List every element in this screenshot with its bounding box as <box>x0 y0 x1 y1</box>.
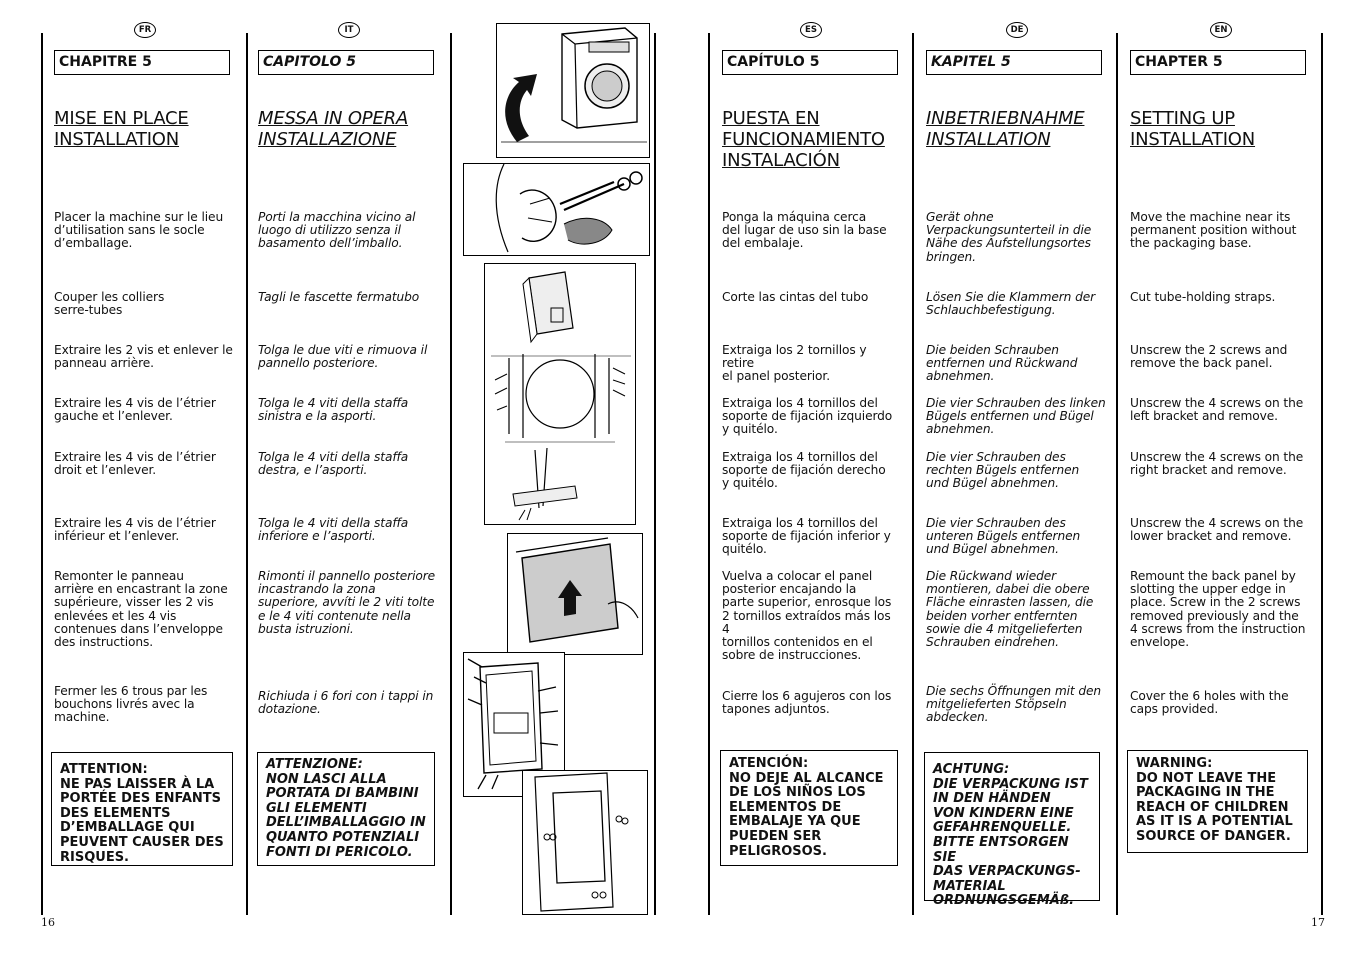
figure-cover-holes <box>522 770 648 915</box>
step-3: Extraiga los 2 tornillos y retire el panel posterior. <box>722 343 867 384</box>
step-7: Remonter le panneau arrière en encastrant la zone supérieure, visser les 2 vis enlevées et les 4 vis contenues dans l’enveloppe des instructions. <box>54 569 228 650</box>
step-8: Cierre los 6 agujeros con los tapones adjuntos. <box>722 689 892 717</box>
step-8: Die sechs Öffnungen mit den mitgelieferten Stöpseln abdecken. <box>926 684 1101 725</box>
step-2: Couper les colliers serre-tubes <box>54 290 165 318</box>
step-4: Tolga le 4 viti della staffa sinistra e la asporti. <box>258 396 409 424</box>
step-7: Vuelva a colocar el panel posterior encajando la parte superior, enrosque los 2 tornillos extraídos más los 4 tornillos contenidos en el sobre de instrucciones. <box>722 569 892 663</box>
step-8: Cover the 6 holes with the caps provided. <box>1130 689 1289 717</box>
column-de <box>926 0 1108 954</box>
column-fr <box>54 0 234 954</box>
section-title: MESSA IN OPERA INSTALLAZIONE <box>258 108 409 150</box>
column-divider <box>708 33 710 915</box>
step-1: Gerät ohne Verpackungsunterteil in die Nähe des Aufstellungsortes bringen. <box>926 210 1092 264</box>
warning-box: ACHTUNG: DIE VERPACKUNG IST IN DEN HÄNDEN VON KINDERN EINE GEFAHRENQUELLE. BITTE ENTSORGEN SIE DAS VERPACKUNGS- MATERIAL ORDNUNGSGEMÄß. <box>924 752 1100 901</box>
language-badge-es: ES <box>800 22 822 38</box>
column-divider <box>654 33 656 915</box>
step-7: Die Rückwand wieder montieren, dabei die obere Fläche einrasten lassen, die beiden vorher entfernten sowie die 4 mitgelieferten Schrauben eindrehen. <box>926 569 1094 650</box>
chapter-heading: CAPÍTULO 5 <box>722 50 898 75</box>
step-2: Lösen Sie die Klammern der Schlauchbefestigung. <box>926 290 1096 318</box>
language-badge-it: IT <box>338 22 360 38</box>
step-5: Die vier Schrauben des rechten Bügels entfernen und Bügel abnehmen. <box>926 450 1080 491</box>
step-1: Placer la machine sur le lieu d’utilisation sans le socle d’emballage. <box>54 210 224 251</box>
step-3: Tolga le due viti e rimuova il pannello posteriore. <box>258 343 428 371</box>
column-divider <box>450 33 452 915</box>
step-6: Extraiga los 4 tornillos del soporte de fijación inferior y quitélo. <box>722 516 891 557</box>
column-en <box>1130 0 1312 954</box>
step-3: Extraire les 2 vis et enlever le panneau arrière. <box>54 343 233 371</box>
step-6: Extraire les 4 vis de l’étrier inférieur et l’enlever. <box>54 516 216 544</box>
chapter-heading: KAPITEL 5 <box>926 50 1102 75</box>
step-1: Move the machine near its permanent position without the packaging base. <box>1130 210 1297 251</box>
step-5: Extraire les 4 vis de l’étrier droit et l’enlever. <box>54 450 216 478</box>
step-5: Extraiga los 4 tornillos del soporte de fijación derecho y quitélo. <box>722 450 886 491</box>
step-8: Richiuda i 6 fori con i tappi in dotazione. <box>258 689 434 717</box>
language-badge-de: DE <box>1006 22 1028 38</box>
column-es <box>722 0 902 954</box>
figure-remove-brackets <box>484 263 636 525</box>
figure-machine-move <box>496 23 650 158</box>
section-title: MISE EN PLACE INSTALLATION <box>54 108 189 150</box>
warning-box: ATTENTION: NE PAS LAISSER À LA PORTÉE DES ENFANTS DES ELEMENTS D’EMBALLAGE QUI PEUVENT CAUSER DES RISQUES. <box>51 752 233 866</box>
section-title: PUESTA EN FUNCIONAMIENTO INSTALACIÓN <box>722 108 885 171</box>
language-badge-en: EN <box>1210 22 1232 38</box>
step-5: Tolga le 4 viti della staffa destra, e l’asporti. <box>258 450 409 478</box>
step-1: Ponga la máquina cerca del lugar de uso sin la base del embalaje. <box>722 210 887 251</box>
warning-box: ATTENZIONE: NON LASCI ALLA PORTATA DI BAMBINI GLI ELEMENTI DELL’IMBALLAGGIO IN QUANTO POTENZIALI FONTI DI PERICOLO. <box>257 752 435 866</box>
step-5: Unscrew the 4 screws on the right bracket and remove. <box>1130 450 1304 478</box>
step-6: Die vier Schrauben des unteren Bügels entfernen und Bügel abnehmen. <box>926 516 1081 557</box>
step-2: Tagli le fascette fermatubo <box>258 290 420 304</box>
chapter-heading: CAPITOLO 5 <box>258 50 434 75</box>
step-3: Die beiden Schrauben entfernen und Rückwand abnehmen. <box>926 343 1078 384</box>
column-divider <box>41 33 43 915</box>
section-title: SETTING UP INSTALLATION <box>1130 108 1256 150</box>
page-number-left: 16 <box>41 916 55 929</box>
step-2: Cut tube-holding straps. <box>1130 290 1276 304</box>
chapter-heading: CHAPTER 5 <box>1130 50 1306 75</box>
step-4: Extraire les 4 vis de l’étrier gauche et l’enlever. <box>54 396 216 424</box>
column-it <box>258 0 440 954</box>
chapter-heading: CHAPITRE 5 <box>54 50 230 75</box>
language-badge-fr: FR <box>134 22 156 38</box>
step-4: Extraiga los 4 tornillos del soporte de fijación izquierdo y quitélo. <box>722 396 893 437</box>
warning-box: WARNING: DO NOT LEAVE THE PACKAGING IN THE REACH OF CHILDREN AS IT IS A POTENTIAL SOURCE OF DANGER. <box>1127 750 1308 853</box>
step-2: Corte las cintas del tubo <box>722 290 869 304</box>
column-divider <box>912 33 914 915</box>
step-7: Rimonti il pannello posteriore incastrando la zona superiore, avvíti le 2 viti tolte e le 4 viti contenute nella busta istruzioni. <box>258 569 436 636</box>
figure-refit-panel <box>507 533 643 655</box>
column-divider <box>246 33 248 915</box>
figure-cut-straps <box>463 163 650 256</box>
warning-box: ATENCIÓN: NO DEJE AL ALCANCE DE LOS NIÑOS LOS ELEMENTOS DE EMBALAJE YA QUE PUEDEN SER PELIGROSOS. <box>720 750 898 866</box>
section-title: INBETRIEBNAHME INSTALLATION <box>926 108 1085 150</box>
page-number-right: 17 <box>1311 916 1325 929</box>
column-divider <box>1116 33 1118 915</box>
column-divider <box>1321 33 1323 915</box>
step-4: Die vier Schrauben des linken Bügels entfernen und Bügel abnehmen. <box>926 396 1106 437</box>
step-7: Remount the back panel by slotting the upper edge in place. Screw in the 2 screws removed previously and the 4 screws from the instruction envelope. <box>1130 569 1306 650</box>
step-3: Unscrew the 2 screws and remove the back panel. <box>1130 343 1288 371</box>
step-6: Unscrew the 4 screws on the lower bracket and remove. <box>1130 516 1304 544</box>
step-4: Unscrew the 4 screws on the left bracket and remove. <box>1130 396 1304 424</box>
step-1: Porti la macchina vicino al luogo di utilizzo senza il basamento dell’imballo. <box>258 210 416 251</box>
step-6: Tolga le 4 viti della staffa inferiore e l’asporti. <box>258 516 409 544</box>
step-8: Fermer les 6 trous par les bouchons livrés avec la machine. <box>54 684 208 725</box>
